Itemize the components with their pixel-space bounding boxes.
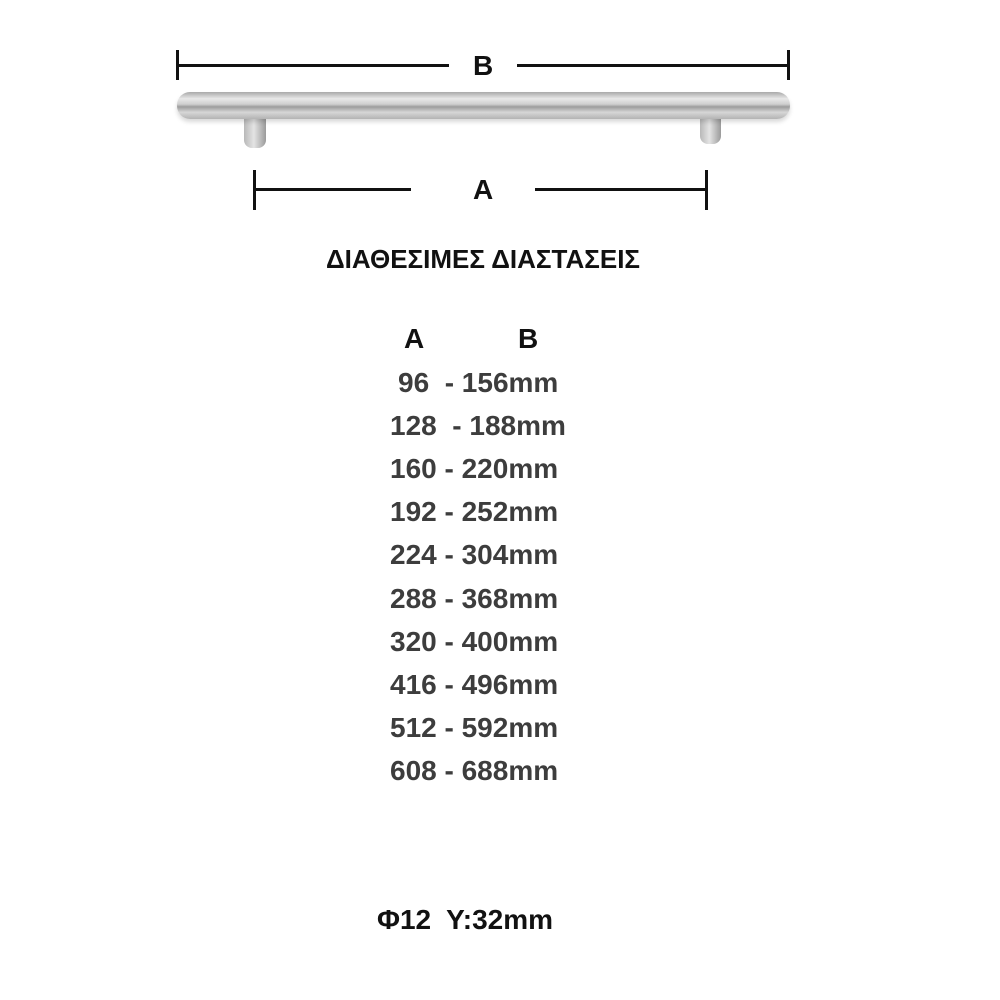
table-row: 96 - 156mm — [398, 367, 559, 398]
column-header-a: A — [404, 323, 425, 354]
table-row: 416 - 496mm — [390, 669, 559, 700]
spec-footer: Φ12 Υ:32mm — [377, 904, 554, 935]
page-title: ΔΙΑΘΕΣΙΜΕΣ ΔΙΑΣΤΑΣΕΙΣ — [325, 244, 641, 274]
dimension-a-label: A — [473, 174, 494, 205]
table-row: 224 - 304mm — [390, 539, 559, 570]
table-row: 128 - 188mm — [390, 410, 566, 441]
table-row: 192 - 252mm — [390, 496, 559, 527]
table-row: 288 - 368mm — [390, 583, 559, 614]
handle-bar — [177, 92, 790, 119]
column-header-b: B — [518, 323, 539, 354]
table-row: 608 - 688mm — [390, 755, 559, 786]
table-row: 512 - 592mm — [390, 712, 559, 743]
dimension-b-label: B — [473, 50, 494, 81]
table-row: 160 - 220mm — [390, 453, 559, 484]
table-row: 320 - 400mm — [390, 626, 559, 657]
